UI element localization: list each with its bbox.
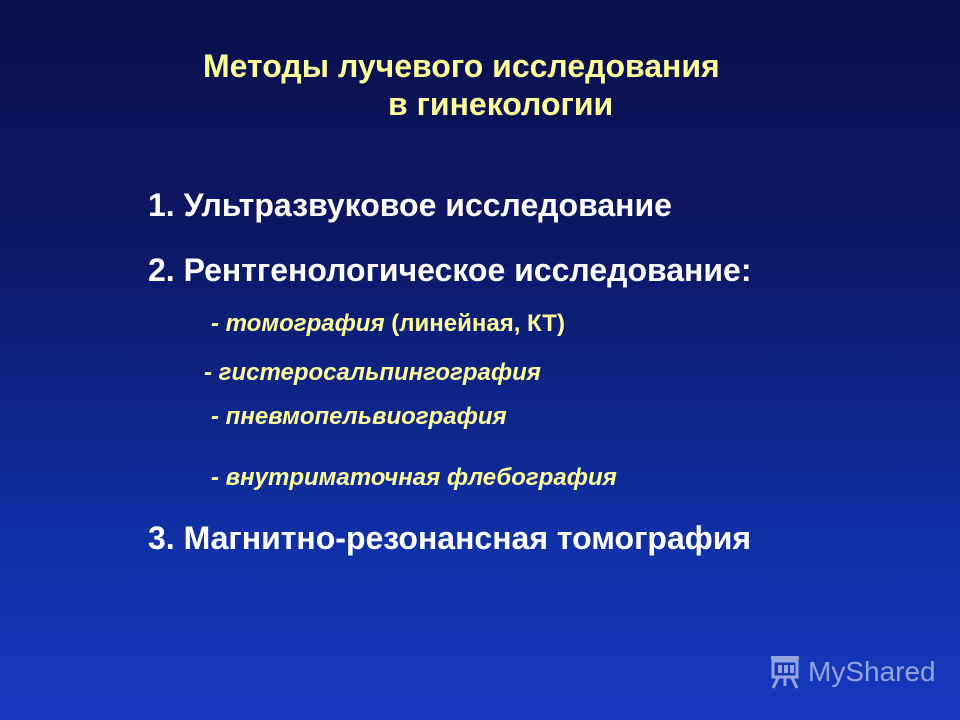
slide-title-line-2: в гинекологии (388, 86, 614, 122)
list-item-xray: 2. Рентгенологическое исследование: (148, 252, 752, 288)
watermark-text: MyShared (808, 656, 936, 687)
sub-item-phlebography-text: - внутриматочная флебография (211, 464, 617, 491)
sub-item-hysterosalpingography (204, 359, 541, 387)
sub-item-phlebography (211, 464, 617, 492)
slide-title-line-1: Методы лучевого исследования (203, 48, 720, 84)
watermark-logo (768, 654, 936, 690)
sub-item-tomography (211, 310, 565, 338)
sub-item-pneumopelviography (211, 403, 507, 431)
list-item-mri: 3. Магнитно-резонансная томография (148, 520, 752, 556)
sub-item-tomography-note: (линейная, КТ) (384, 310, 565, 337)
presentation-board-icon (768, 654, 802, 690)
sub-item-pneumopelviography-text: - пневмопельвиография (211, 403, 507, 430)
list-item-ultrasound: 1. Ультразвуковое исследование (148, 187, 672, 223)
sub-item-tomography-italic: - томография (211, 310, 385, 337)
sub-item-hysterosalpingography-text: - гистеросальпингография (204, 359, 541, 386)
